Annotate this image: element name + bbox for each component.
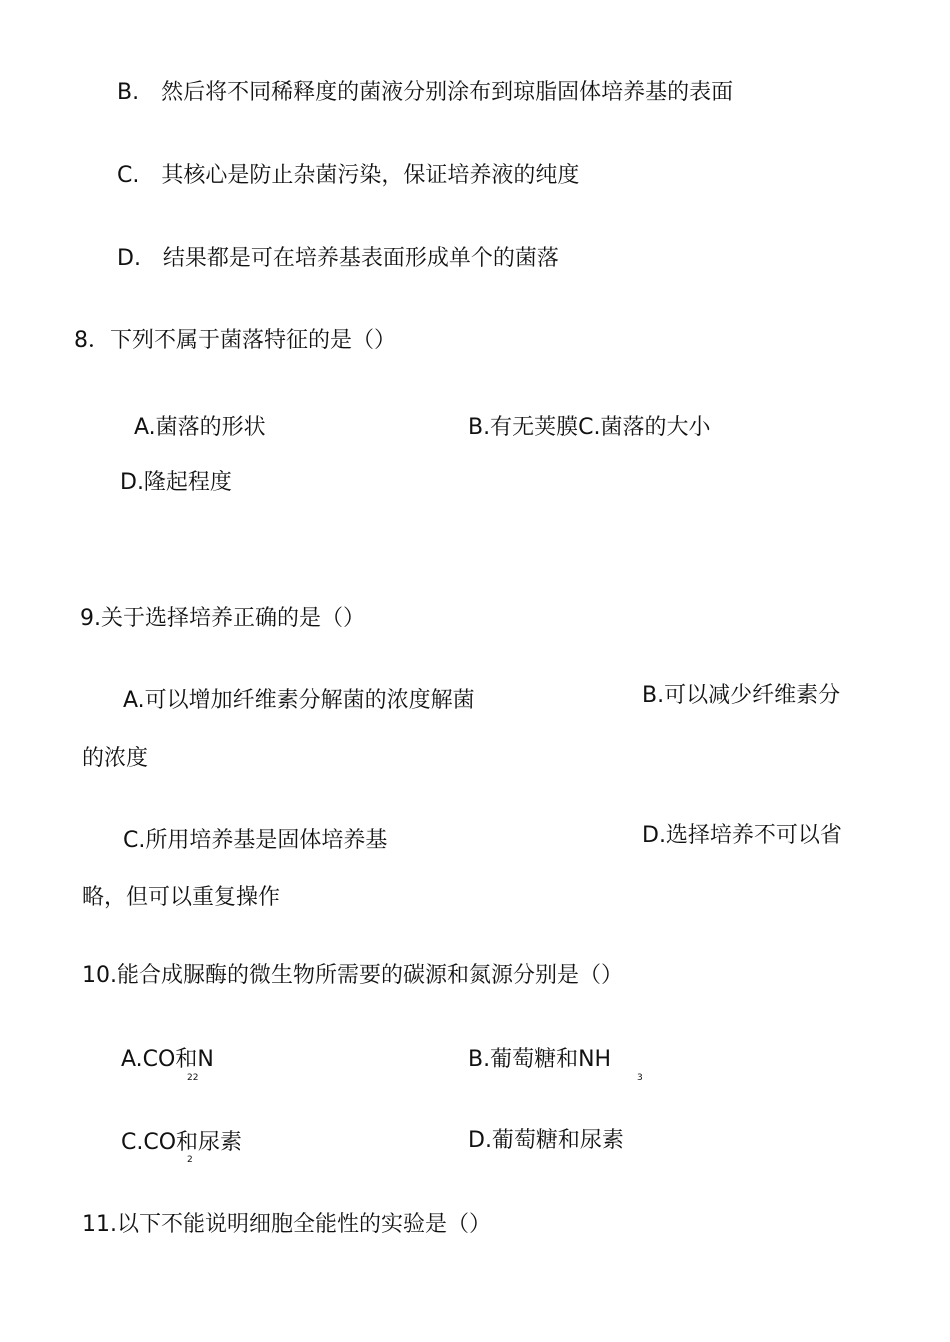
q8-option-a: A.菌落的形状: [134, 415, 266, 440]
q9-option-a: A.可以增加纤维素分解菌的浓度解菌: [123, 688, 475, 713]
q9-stem: 9.关于选择培养正确的是（）: [80, 606, 365, 631]
q9-option-c: C.所用培养基是固体培养基: [123, 828, 388, 853]
q9-option-d: D.选择培养不可以省: [642, 823, 842, 848]
q9-option-b: B.可以减少纤维素分: [642, 683, 841, 708]
q7-option-b: B. 然后将不同稀释度的菌液分别涂布到琼脂固体培养基的表面: [117, 80, 734, 105]
q9-option-d-continued: 略，但可以重复操作: [82, 885, 281, 910]
q10-option-c-subscript: 2: [187, 1155, 193, 1165]
q10-option-b-subscript: 3: [637, 1073, 643, 1083]
q9-option-a-continued: 的浓度: [82, 746, 149, 771]
q10-option-b: B.葡萄糖和NH: [468, 1047, 612, 1072]
q8-option-bc: B.有无荚膜C.菌落的大小: [468, 415, 711, 440]
q10-option-a: A.CO和N: [121, 1047, 214, 1072]
q10-stem: 10.能合成脲酶的微生物所需要的碳源和氮源分别是（）: [82, 963, 623, 988]
q10-option-a-subscript: 22: [187, 1073, 199, 1083]
q10-option-c: C.CO和尿素: [121, 1130, 243, 1155]
q11-stem: 11.以下不能说明细胞全能性的实验是（）: [82, 1212, 491, 1237]
q7-option-c: C. 其核心是防止杂菌污染，保证培养液的纯度: [117, 163, 580, 188]
q8-stem: 8．下列不属于菌落特征的是（）: [74, 328, 396, 353]
q10-option-d: D.葡萄糖和尿素: [468, 1128, 624, 1153]
q8-option-d: D.隆起程度: [120, 470, 232, 495]
q7-option-d: D. 结果都是可在培养基表面形成单个的菌落: [117, 246, 559, 271]
